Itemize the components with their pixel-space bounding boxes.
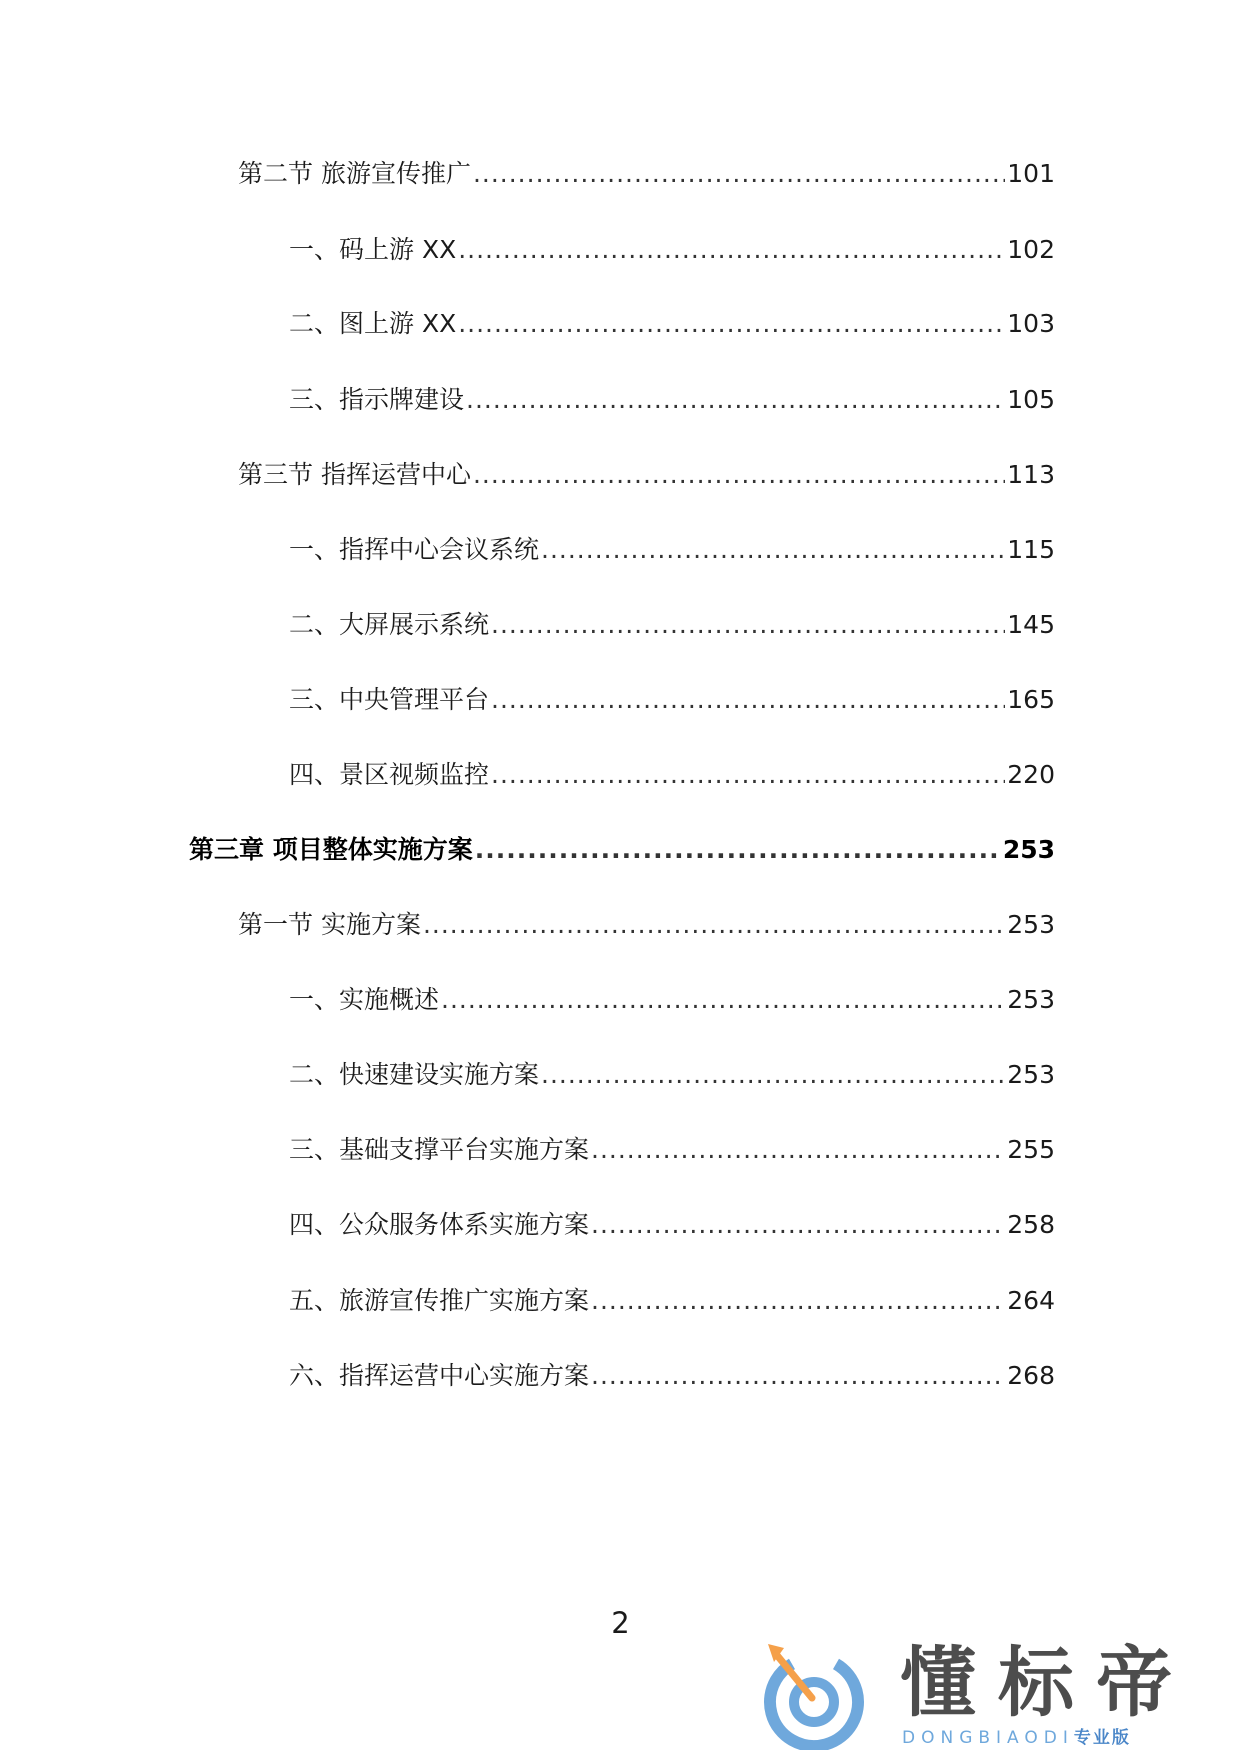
toc-leader-dots <box>473 458 1005 492</box>
toc-entry-label: 四、景区视频监控 <box>289 760 490 789</box>
toc-entry-page: 113 <box>1007 460 1055 489</box>
toc-entry[interactable] <box>289 1208 1055 1242</box>
toc-entry-label: 第二节 旅游宣传推广 <box>238 159 471 188</box>
toc-entry-label: 第三节 指挥运营中心 <box>238 460 471 489</box>
toc-entry-page: 255 <box>1007 1135 1055 1164</box>
toc-entry-page: 253 <box>1007 985 1055 1014</box>
page-number: 2 <box>611 1606 630 1640</box>
toc-leader-dots <box>458 233 1005 267</box>
toc-entry-page: 103 <box>1007 309 1055 338</box>
toc-leader-dots <box>591 1133 1005 1167</box>
toc-entry-label: 三、中央管理平台 <box>289 685 490 714</box>
toc-entry[interactable] <box>289 1284 1055 1318</box>
toc-entry-label: 一、实施概述 <box>289 985 440 1014</box>
toc-entry-label: 三、基础支撑平台实施方案 <box>289 1135 590 1164</box>
toc-entry[interactable] <box>238 458 1055 492</box>
toc-entry-label: 二、大屏展示系统 <box>289 610 490 639</box>
toc-entry[interactable] <box>289 1058 1055 1092</box>
toc-entry[interactable] <box>289 383 1055 417</box>
toc-leader-dots <box>491 758 1005 792</box>
toc-entry[interactable] <box>238 157 1055 191</box>
toc-entry-page: 145 <box>1007 610 1055 639</box>
toc-entry-page: 253 <box>1002 835 1055 864</box>
toc-entry-page: 115 <box>1007 535 1055 564</box>
toc-entry-label: 一、码上游 XX <box>289 235 457 264</box>
watermark-edition: 专业版 <box>1073 1728 1131 1748</box>
toc-leader-dots <box>491 608 1005 642</box>
toc-entry-page: 102 <box>1007 235 1055 264</box>
toc-entry-label: 第一节 实施方案 <box>238 910 421 939</box>
toc-leader-dots <box>441 983 1005 1017</box>
toc-leader-dots <box>541 1058 1005 1092</box>
toc-leader-dots <box>466 383 1005 417</box>
toc-leader-dots <box>541 533 1005 567</box>
toc-entry[interactable] <box>289 683 1055 717</box>
toc-entry[interactable] <box>289 533 1055 567</box>
toc-leader-dots <box>475 833 1001 867</box>
toc-entry-label: 二、图上游 XX <box>289 309 457 338</box>
toc-entry[interactable] <box>289 983 1055 1017</box>
toc-leader-dots <box>591 1208 1005 1242</box>
toc-entry-page: 258 <box>1007 1210 1055 1239</box>
watermark-subtitle-latin: DONGBIAODI <box>902 1728 1074 1748</box>
toc-entry-label: 五、旅游宣传推广实施方案 <box>289 1286 590 1315</box>
toc-entry-label: 四、公众服务体系实施方案 <box>289 1210 590 1239</box>
toc-entry-page: 268 <box>1007 1361 1055 1390</box>
toc-leader-dots <box>491 683 1005 717</box>
toc-entry[interactable] <box>289 608 1055 642</box>
watermark-title: 懂标帝 <box>900 1638 1194 1727</box>
toc-entry-label: 第三章 项目整体实施方案 <box>189 835 473 864</box>
toc-entry[interactable] <box>289 1133 1055 1167</box>
watermark-subtitle <box>902 1728 1131 1748</box>
toc-leader-dots <box>473 157 1005 191</box>
toc-chapter-entry[interactable] <box>189 833 1055 867</box>
toc-leader-dots <box>458 307 1005 341</box>
toc-entry-label: 三、指示牌建设 <box>289 385 465 414</box>
toc-entry-page: 264 <box>1007 1286 1055 1315</box>
toc-entry[interactable] <box>289 307 1055 341</box>
toc-leader-dots <box>591 1359 1005 1393</box>
toc-entry-label: 六、指挥运营中心实施方案 <box>289 1361 590 1390</box>
toc-entry-page: 253 <box>1007 910 1055 939</box>
toc-entry[interactable] <box>289 233 1055 267</box>
toc-entry-page: 101 <box>1007 159 1055 188</box>
toc-entry-label: 二、快速建设实施方案 <box>289 1060 540 1089</box>
toc-entry[interactable] <box>289 758 1055 792</box>
toc-entry-label: 一、指挥中心会议系统 <box>289 535 540 564</box>
toc-entry[interactable] <box>289 1359 1055 1393</box>
toc-entry-page: 220 <box>1007 760 1055 789</box>
toc-entry-page: 253 <box>1007 1060 1055 1089</box>
watermark <box>752 1640 1232 1750</box>
toc-entry[interactable] <box>238 908 1055 942</box>
toc-entry-page: 105 <box>1007 385 1055 414</box>
target-dart-logo-icon <box>752 1640 877 1750</box>
toc-leader-dots <box>423 908 1005 942</box>
toc-entry-page: 165 <box>1007 685 1055 714</box>
toc-leader-dots <box>591 1284 1005 1318</box>
